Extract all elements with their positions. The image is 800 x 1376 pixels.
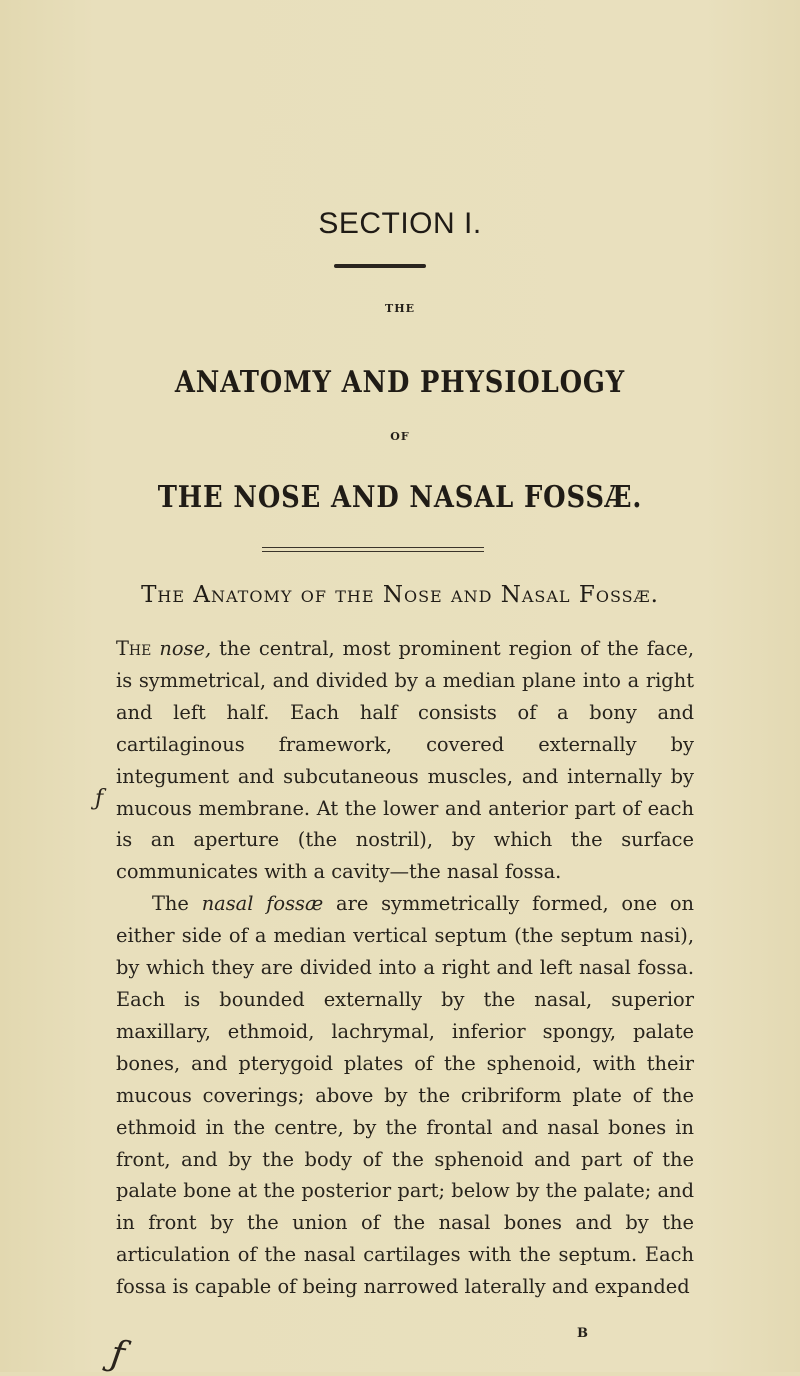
- handwritten-margin-mark: ƒ: [108, 1333, 128, 1376]
- italic-term: nose,: [159, 637, 212, 660]
- signature-mark: B: [577, 1326, 588, 1341]
- paragraph-nose: [116, 633, 694, 888]
- title-line-nose: THE NOSE AND NASAL FOSSÆ.: [157, 480, 643, 515]
- paragraph-lead: The: [116, 637, 152, 660]
- paragraph-text: are symmetrically formed, one on either side of a median vertical septum (the septum nasi), by which they are divided into a right and left nasal fossa. Each is bounded externally by the nasal, superior maxillary, ethmoid, lachrymal, inferior spongy, palate bones, and pterygoid plates of the sphenoid, with their mucous coverings; above by the cribriform plate of the ethmoid in the centre, by the frontal and nasal bones in front, and by the body of the sphenoid and part of the palate bone at the posterior part; below by the palate; and in front by the union of the nasal bones and by the articulation of the nasal cartilages with the septum. Each fossa is capable of being narrowed laterally and expanded: [116, 892, 695, 1299]
- paragraph-nasal-fossae: [116, 888, 694, 1303]
- paragraph-lead: The: [152, 892, 202, 916]
- body-text: [116, 633, 694, 1303]
- double-rule: [262, 547, 484, 552]
- italic-term: nasal fossæ: [201, 892, 324, 916]
- handwritten-margin-mark: ƒ: [95, 786, 104, 811]
- ornamental-rule: [334, 264, 426, 268]
- title-preposition: OF: [390, 430, 410, 443]
- title-line-anatomy: ANATOMY AND PHYSIOLOGY: [174, 365, 626, 400]
- chapter-subheading: The Anatomy of the Nose and Nasal Fossæ.: [141, 582, 659, 608]
- section-heading: SECTION I.: [318, 207, 482, 240]
- signature-line: [0, 1326, 800, 1356]
- paragraph-text: the central, most prominent region of the face, is symmetrical, and divided by a median plane into a right and left half. Each half consists of a bony and cartilaginous framework, covered externally by integument and subcutaneous muscles, and internally by mucous membrane. At the lower and anterior part of each is an aperture (the nostril), by which the surface communicates with a cavity—the nasal fossa.: [116, 637, 694, 884]
- title-article: THE: [385, 302, 415, 315]
